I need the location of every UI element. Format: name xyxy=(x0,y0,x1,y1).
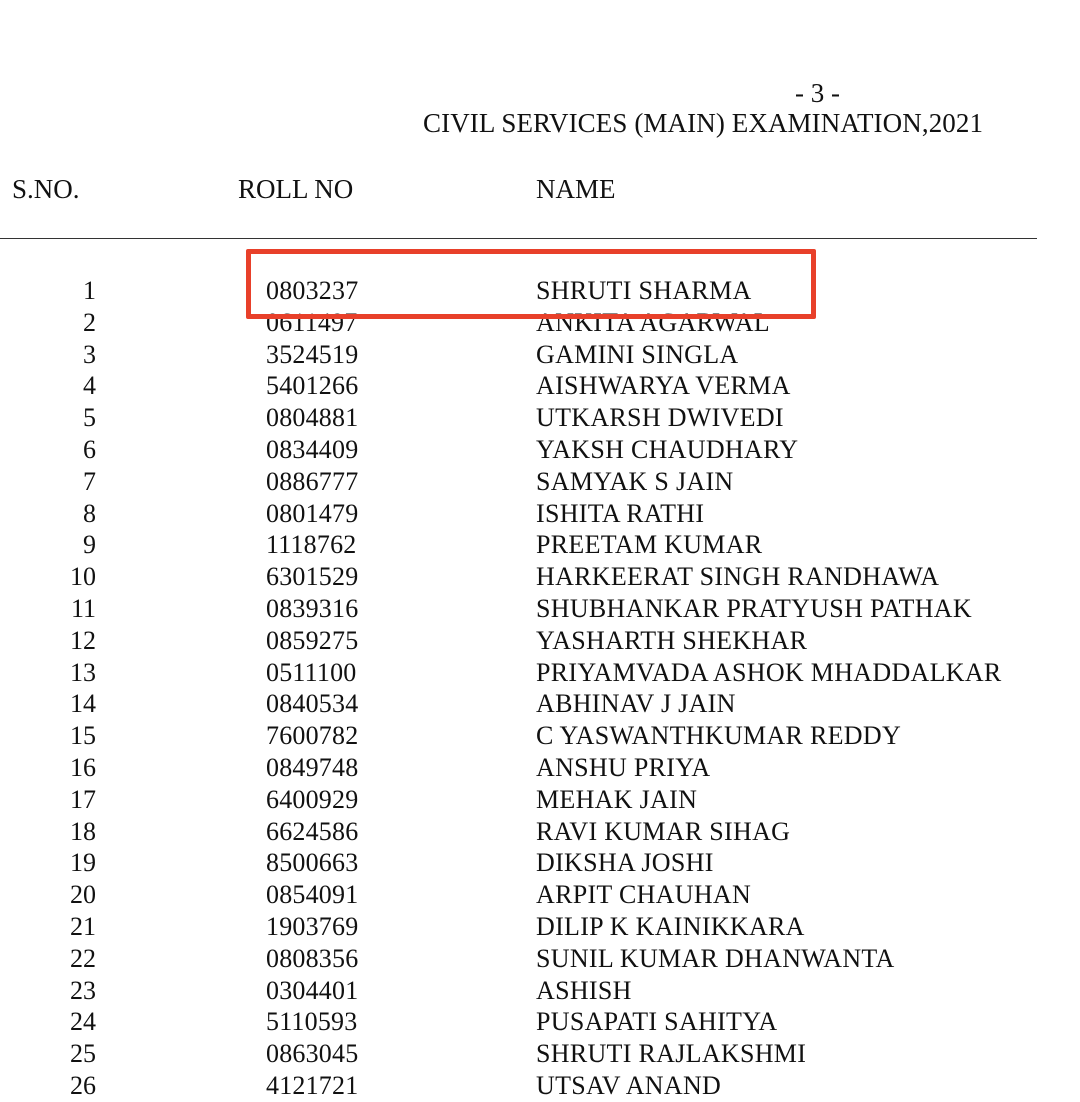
serial-number-cell: 7 xyxy=(83,466,96,496)
candidate-name-cell: PREETAM KUMAR xyxy=(536,530,763,560)
roll-number-cell: 7600782 xyxy=(266,721,359,751)
serial-number-cell: 22 xyxy=(70,943,96,973)
table-row xyxy=(0,1070,1080,1102)
table-row xyxy=(0,911,1080,943)
table-row xyxy=(0,593,1080,625)
serial-number-cell: 12 xyxy=(70,625,96,655)
roll-number-cell: 3524519 xyxy=(266,339,359,369)
table-row xyxy=(0,402,1080,434)
table-row xyxy=(0,975,1080,1007)
serial-number-cell: 4 xyxy=(83,371,96,401)
serial-number-cell: 23 xyxy=(70,975,96,1005)
document-title: CIVIL SERVICES (MAIN) EXAMINATION,2021 xyxy=(423,108,984,138)
candidate-name-cell: PRIYAMVADA ASHOK MHADDALKAR xyxy=(536,657,1002,687)
table-row xyxy=(0,339,1080,371)
roll-number-cell: 6624586 xyxy=(266,816,359,846)
candidate-name-cell: SAMYAK S JAIN xyxy=(536,466,734,496)
serial-number-cell: 3 xyxy=(83,339,96,369)
roll-number-cell: 0834409 xyxy=(266,434,359,464)
serial-number-cell: 8 xyxy=(83,498,96,528)
serial-number-cell: 26 xyxy=(70,1070,96,1100)
serial-number-cell: 17 xyxy=(70,784,96,814)
serial-number-cell: 18 xyxy=(70,816,96,846)
header-divider xyxy=(0,238,1037,239)
roll-number-cell: 0801479 xyxy=(266,498,359,528)
table-row xyxy=(0,1006,1080,1038)
table-row xyxy=(0,943,1080,975)
candidate-name-cell: UTKARSH DWIVEDI xyxy=(536,403,784,433)
roll-number-cell: 0804881 xyxy=(266,403,359,433)
roll-number-cell: 5110593 xyxy=(266,1007,358,1037)
candidate-name-cell: ABHINAV J JAIN xyxy=(536,689,736,719)
serial-number-cell: 10 xyxy=(70,562,96,592)
page-number: - 3 - xyxy=(795,78,840,108)
serial-number-cell: 24 xyxy=(70,1007,96,1037)
candidate-name-cell: C YASWANTHKUMAR REDDY xyxy=(536,721,902,751)
candidate-name-cell: SHRUTI SHARMA xyxy=(536,276,752,305)
serial-number-cell: 2 xyxy=(83,307,96,337)
candidate-name-cell: UTSAV ANAND xyxy=(536,1070,722,1100)
serial-number-cell: 16 xyxy=(70,752,96,782)
table-row xyxy=(0,752,1080,784)
candidate-name-cell: ASHISH xyxy=(536,975,632,1005)
candidate-name-cell: ARPIT CHAUHAN xyxy=(536,880,752,910)
candidate-name-cell: DIKSHA JOSHI xyxy=(536,848,714,878)
candidate-name-cell: ANKITA AGARWAL xyxy=(536,307,770,337)
candidate-name-cell: GAMINI SINGLA xyxy=(536,339,739,369)
roll-number-cell: 5401266 xyxy=(266,371,359,401)
highlight-box xyxy=(246,249,816,319)
table-row xyxy=(0,1038,1080,1070)
roll-number-cell: 0854091 xyxy=(266,880,359,910)
candidate-name-cell: AISHWARYA VERMA xyxy=(536,371,791,401)
candidate-name-cell: SHRUTI RAJLAKSHMI xyxy=(536,1039,807,1069)
candidate-name-cell: MEHAK JAIN xyxy=(536,784,698,814)
table-row xyxy=(0,784,1080,816)
candidate-name-cell: DILIP K KAINIKKARA xyxy=(536,911,805,941)
table-row xyxy=(0,625,1080,657)
roll-number-cell: 1118762 xyxy=(266,530,357,560)
roll-number-cell: 0849748 xyxy=(266,752,359,782)
serial-number-cell: 20 xyxy=(70,880,96,910)
table-row xyxy=(0,657,1080,689)
candidate-name-cell: SHUBHANKAR PRATYUSH PATHAK xyxy=(536,593,972,623)
column-header-roll-no: ROLL NO xyxy=(238,174,354,204)
roll-number-cell: 0611497 xyxy=(266,307,358,337)
serial-number-cell: 25 xyxy=(70,1039,96,1069)
serial-number-cell: 11 xyxy=(70,593,96,623)
serial-number-cell: 9 xyxy=(83,530,96,560)
serial-number-cell: 1 xyxy=(83,276,96,305)
candidate-name-cell: ISHITA RATHI xyxy=(536,498,705,528)
table-row xyxy=(0,816,1080,848)
candidate-name-cell: YAKSH CHAUDHARY xyxy=(536,434,799,464)
serial-number-cell: 15 xyxy=(70,721,96,751)
table-row xyxy=(0,847,1080,879)
column-header-name: NAME xyxy=(536,174,616,204)
serial-number-cell: 5 xyxy=(83,403,96,433)
table-row xyxy=(0,688,1080,720)
roll-number-cell: 6400929 xyxy=(266,784,359,814)
roll-number-cell: 4121721 xyxy=(266,1070,359,1100)
roll-number-cell: 0304401 xyxy=(266,975,359,1005)
roll-number-cell: 6301529 xyxy=(266,562,359,592)
roll-number-cell: 0863045 xyxy=(266,1039,359,1069)
roll-number-cell: 0808356 xyxy=(266,943,359,973)
table-row xyxy=(0,720,1080,752)
roll-number-cell: 0840534 xyxy=(266,689,359,719)
table-row xyxy=(0,466,1080,498)
results-table xyxy=(0,275,1080,1102)
column-header-sno: S.NO. xyxy=(12,174,80,204)
roll-number-cell: 0803237 xyxy=(266,276,359,305)
serial-number-cell: 13 xyxy=(70,657,96,687)
candidate-name-cell: RAVI KUMAR SIHAG xyxy=(536,816,791,846)
table-row xyxy=(0,434,1080,466)
table-row xyxy=(0,561,1080,593)
candidate-name-cell: ANSHU PRIYA xyxy=(536,752,711,782)
candidate-name-cell: YASHARTH SHEKHAR xyxy=(536,625,808,655)
table-row xyxy=(0,498,1080,530)
serial-number-cell: 19 xyxy=(70,848,96,878)
candidate-name-cell: HARKEERAT SINGH RANDHAWA xyxy=(536,562,940,592)
candidate-name-cell: PUSAPATI SAHITYA xyxy=(536,1007,778,1037)
roll-number-cell: 0886777 xyxy=(266,466,359,496)
roll-number-cell: 1903769 xyxy=(266,911,359,941)
roll-number-cell: 8500663 xyxy=(266,848,359,878)
table-row xyxy=(0,529,1080,561)
roll-number-cell: 0859275 xyxy=(266,625,359,655)
serial-number-cell: 6 xyxy=(83,434,96,464)
candidate-name-cell: SUNIL KUMAR DHANWANTA xyxy=(536,943,895,973)
serial-number-cell: 21 xyxy=(70,911,96,941)
serial-number-cell: 14 xyxy=(70,689,96,719)
roll-number-cell: 0839316 xyxy=(266,593,359,623)
roll-number-cell: 0511100 xyxy=(266,657,357,687)
table-row xyxy=(0,370,1080,402)
table-row xyxy=(0,879,1080,911)
